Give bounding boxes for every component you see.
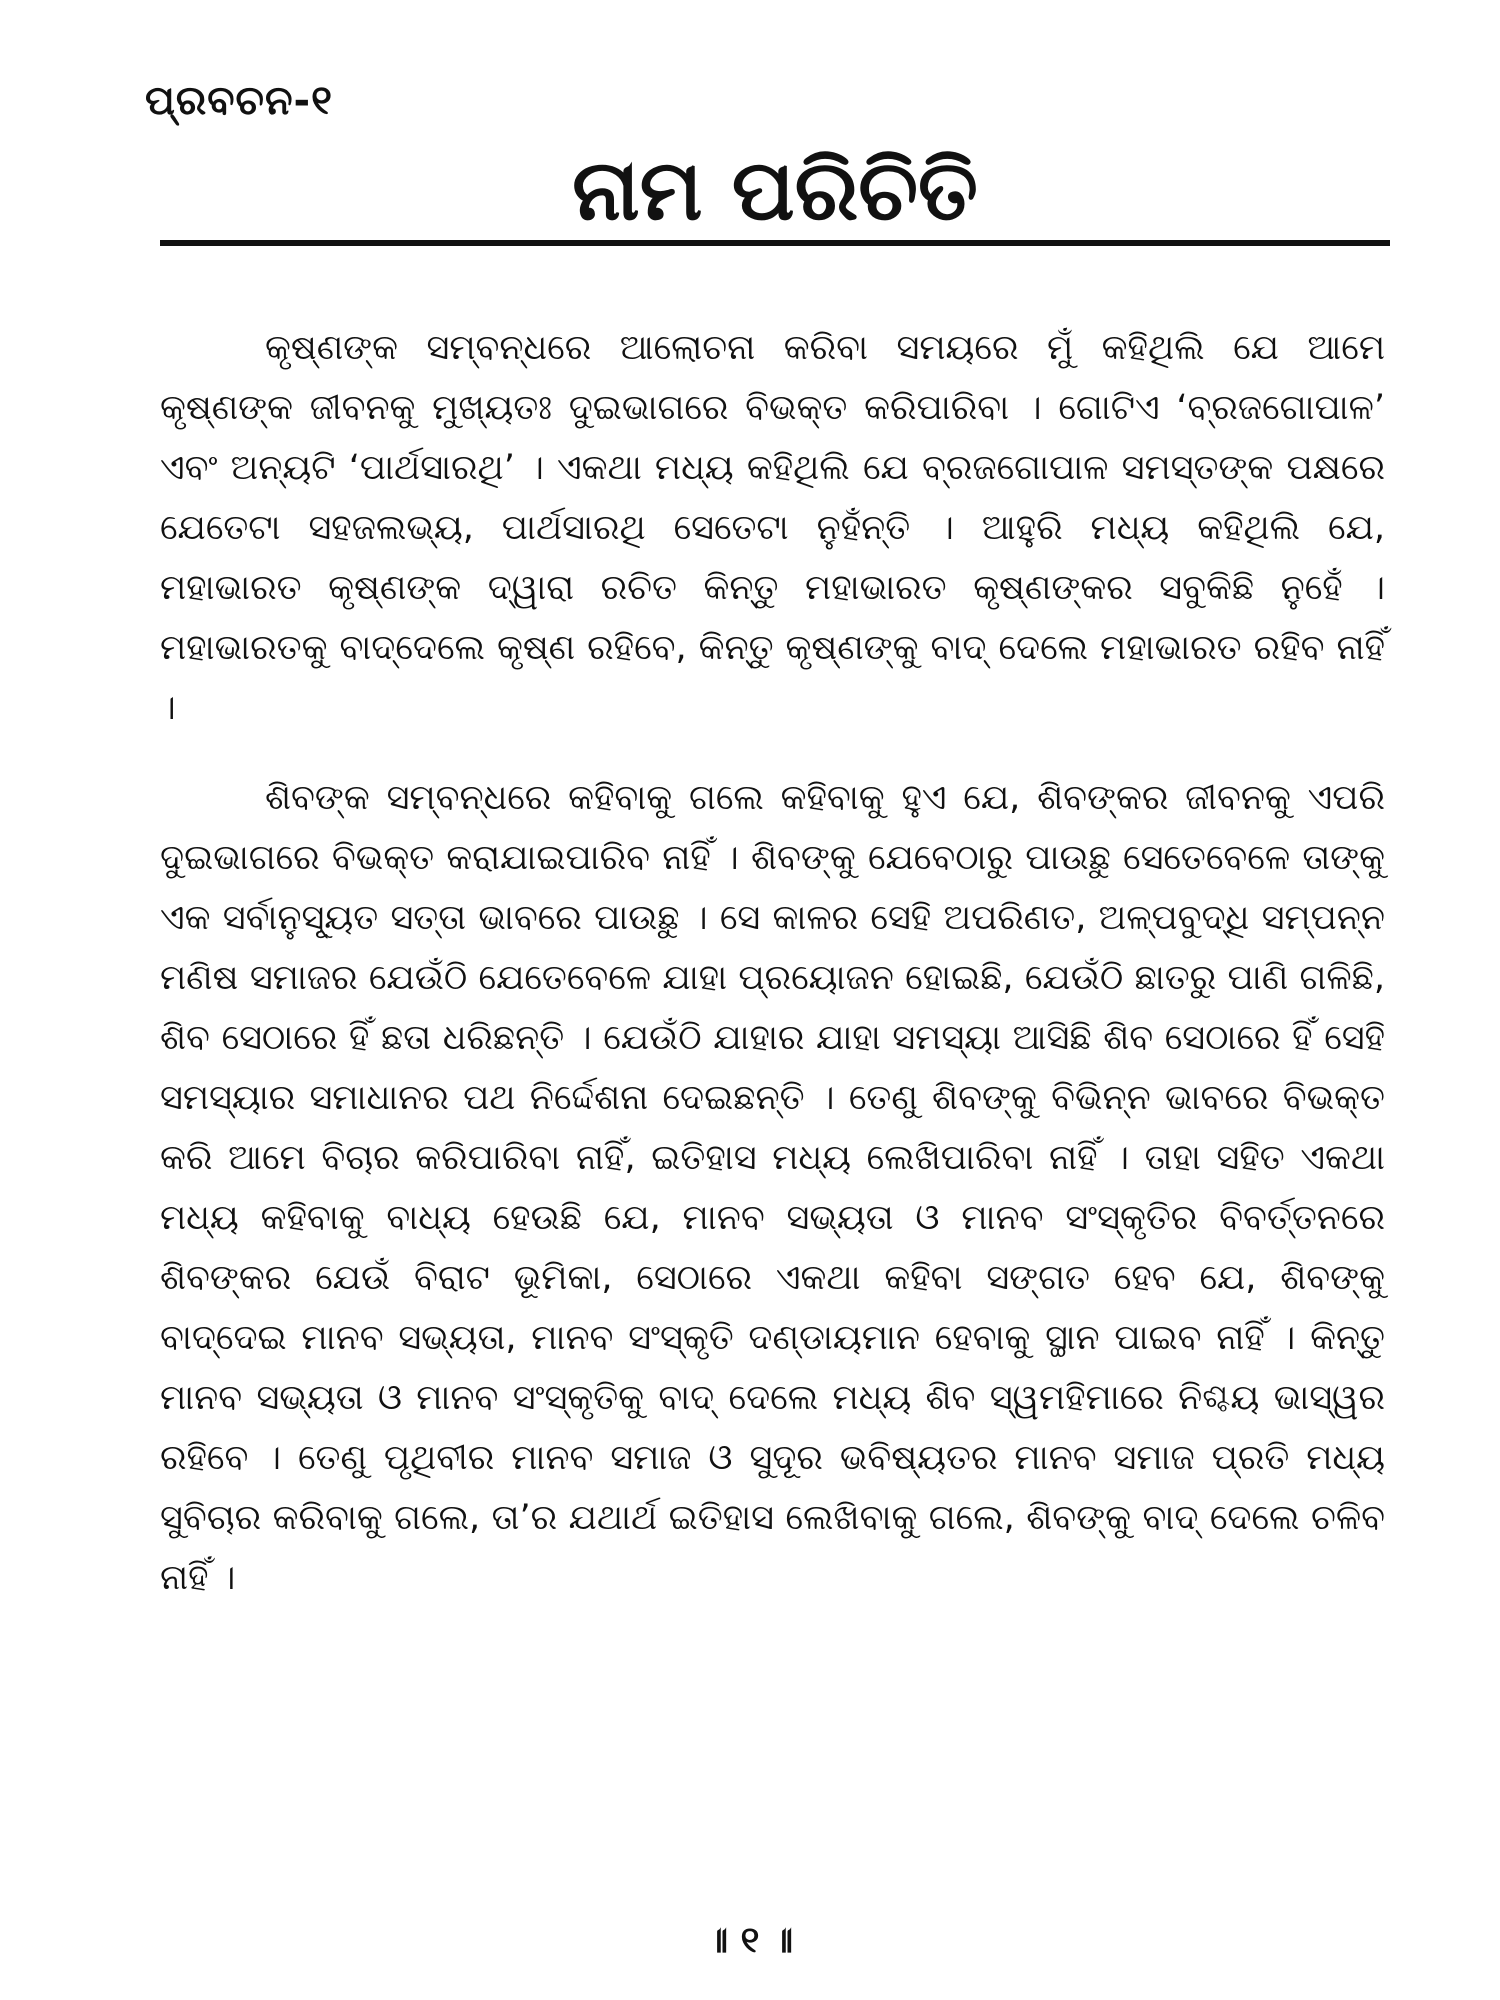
title-underline-rule — [160, 240, 1390, 246]
body-text — [160, 318, 1385, 1638]
chapter-title: ନାମ ପରିଚିତି — [572, 141, 978, 239]
paragraph-shiva: ଶିବଙ୍କ ସମ୍ବନ୍ଧରେ କହିବାକୁ ଗଲେ କହିବାକୁ ହୁଏ ଯେ, ଶିବଙ୍କର ଜୀବନକୁ ଏପରି ଦୁଇଭାଗରେ ବିଭକ୍ତ କରାଯାଇପାରିବ ନାହିଁ । ଶିବଙ୍କୁ ଯେବେଠାରୁ ପାଉଛୁ ସେତେବେଳେ ତାଙ୍କୁ ଏକ ସର୍ବାନୁସ୍ୟୂତ ସତ୍ତା ଭାବରେ ପାଉଛୁ । ସେ କାଳର ସେହି ଅପରିଣତ, ଅଳ୍ପବୁଦ୍ଧି ସମ୍ପନ୍ନ ମଣିଷ ସମାଜର ଯେଉଁଠି ଯେତେବେଳେ ଯାହା ପ୍ରୟୋଜନ ହୋଇଛି, ଯେଉଁଠି ଛାତରୁ ପାଣି ଗଳିଛି, ଶିବ ସେଠାରେ ହିଁ ଛତା ଧରିଛନ୍ତି । ଯେଉଁଠି ଯାହାର ଯାହା ସମସ୍ୟା ଆସିଛି ଶିବ ସେଠାରେ ହିଁ ସେହି ସମସ୍ୟାର ସମାଧାନର ପଥ ନିର୍ଦ୍ଦେଶନା ଦେଇଛନ୍ତି । ତେଣୁ ଶିବଙ୍କୁ ବିଭିନ୍ନ ଭାବରେ ବିଭକ୍ତ କରି ଆମେ ବିଚାର କରିପାରିବା ନାହିଁ, ଇତିହାସ ମଧ୍ୟ ଲେଖିପାରିବା ନାହିଁ । ତାହା ସହିତ ଏକଥା ମଧ୍ୟ କହିବାକୁ ବାଧ୍ୟ ହେଉଛି ଯେ, ମାନବ ସଭ୍ୟତା ଓ ମାନବ ସଂସ୍କୃତିର ବିବର୍ତ୍ତନରେ ଶିବଙ୍କର ଯେଉଁ ବିରାଟ ଭୂମିକା, ସେଠାରେ ଏକଥା କହିବା ସଙ୍ଗତ ହେବ ଯେ, ଶିବଙ୍କୁ ବାଦ୍‌ଦେଇ ମାନବ ସଭ୍ୟତା, ମାନବ ସଂସ୍କୃତି ଦଣ୍ଡାୟମାନ ହେବାକୁ ସ୍ଥାନ ପାଇବ ନାହିଁ । କିନ୍ତୁ ମାନବ ସଭ୍ୟତା ଓ ମାନବ ସଂସ୍କୃତିକୁ ବାଦ୍ ଦେଲେ ମଧ୍ୟ ଶିବ ସ୍ୱମହିମାରେ ନିଶ୍ଚୟ ଭାସ୍ୱର ରହିବେ । ତେଣୁ ପୃଥିବୀର ମାନବ ସମାଜ ଓ ସୁଦୂର ଭବିଷ୍ୟତର ମାନବ ସମାଜ ପ୍ରତି ମଧ୍ୟ ସୁବିଚାର କରିବାକୁ ଗଲେ, ତା’ର ଯଥାର୍ଥ ଇତିହାସ ଲେଖିବାକୁ ଗଲେ, ଶିବଙ୍କୁ ବାଦ୍ ଦେଲେ ଚଳିବ ନାହିଁ । — [160, 778, 1385, 1598]
page-number: ॥ ୧ ॥ — [706, 1920, 794, 1961]
paragraph-krishna: କୃଷ୍ଣଙ୍କ ସମ୍ବନ୍ଧରେ ଆଲୋଚନା କରିବା ସମୟରେ ମୁଁ କହିଥିଲି ଯେ ଆମେ କୃଷ୍ଣଙ୍କ ଜୀବନକୁ ମୁଖ୍ୟତଃ ଦୁଇଭାଗରେ ବିଭକ୍ତ କରିପାରିବା । ଗୋଟିଏ ‘ବ୍ରଜଗୋପାଳ’ ଏବଂ ଅନ୍ୟଟି ‘ପାର୍ଥସାରଥି’ । ଏକଥା ମଧ୍ୟ କହିଥିଲି ଯେ ବ୍ରଜଗୋପାଳ ସମସ୍ତଙ୍କ ପକ୍ଷରେ ଯେତେଟା ସହଜଲଭ୍ୟ, ପାର୍ଥସାରଥି ସେତେଟା ନୁହଁନ୍ତି । ଆହୁରି ମଧ୍ୟ କହିଥିଲି ଯେ, ମହାଭାରତ କୃଷ୍ଣଙ୍କ ଦ୍ୱାରା ରଚିତ କିନ୍ତୁ ମହାଭାରତ କୃଷ୍ଣଙ୍କର ସବୁକିଛି ନୁହେଁ । ମହାଭାରତକୁ ବାଦ୍‌ଦେଲେ କୃଷ୍ଣ ରହିବେ, କିନ୍ତୁ କୃଷ୍ଣଙ୍କୁ ବାଦ୍ ଦେଲେ ମହାଭାରତ ରହିବ ନାହିଁ । — [160, 328, 1385, 728]
chapter-label: ପ୍ରବଚନ-୧ — [145, 78, 333, 124]
